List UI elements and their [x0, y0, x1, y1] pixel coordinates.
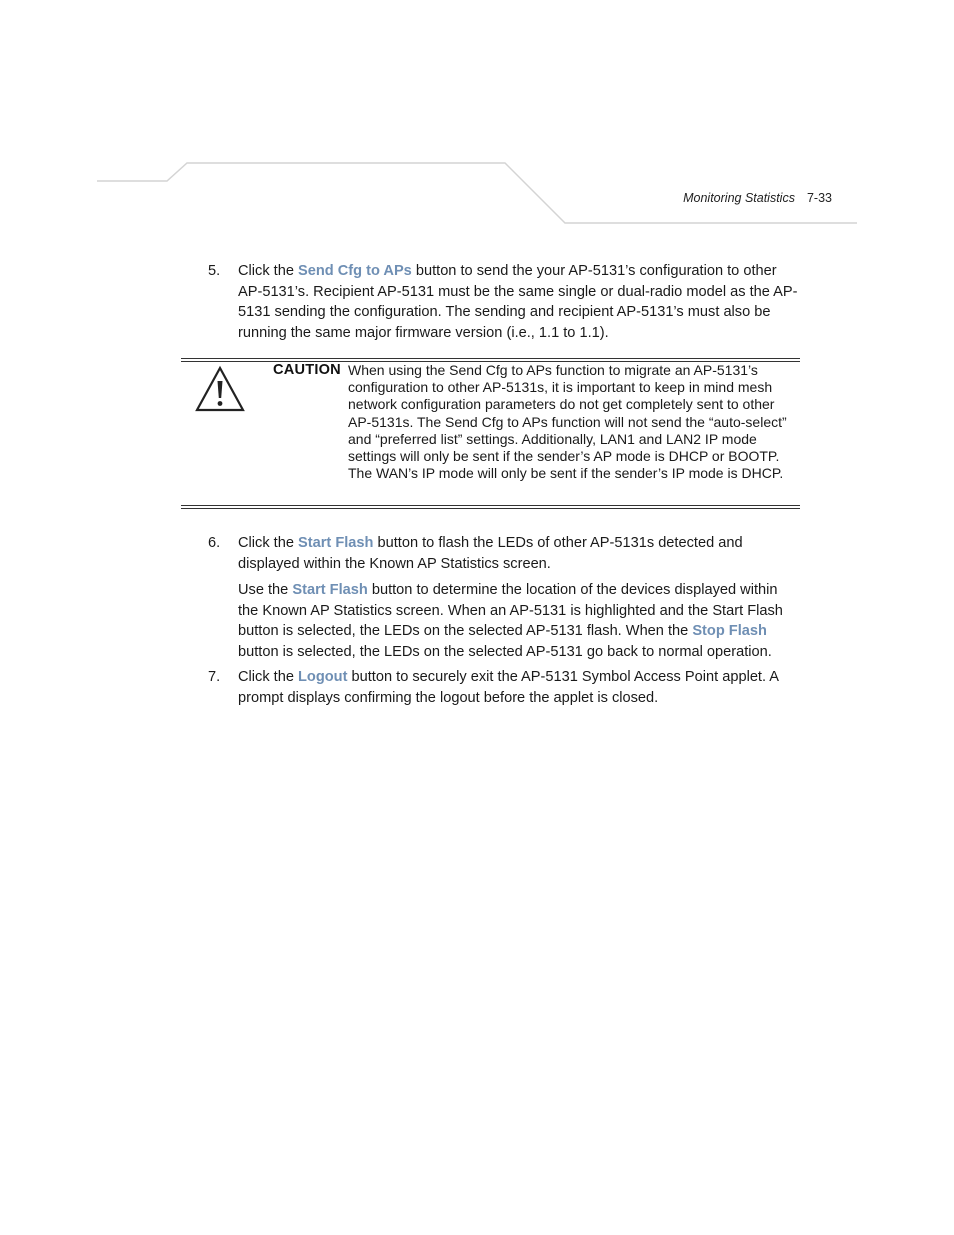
step-5 [208, 261, 800, 343]
step-paragraph [238, 667, 800, 708]
section-title: Monitoring Statistics [683, 191, 795, 205]
step-paragraph [238, 580, 800, 662]
paragraph-text: Click the [238, 535, 299, 551]
paragraph-text: button is selected, the LEDs on the selected AP-5131 go back to normal operation. [238, 643, 772, 660]
step-number: 5. [208, 263, 221, 279]
paragraph-text: Click the [238, 669, 299, 685]
paragraph-text: button to flash the LEDs of other AP-5131s detected and displayed within the Known AP Statistics screen. [238, 535, 743, 572]
stop-flash-keyword: Stop Flash [692, 623, 767, 639]
running-head [560, 191, 832, 205]
start-flash-keyword: Start Flash [298, 535, 374, 551]
step-number: 7. [208, 669, 221, 685]
warning-triangle-icon [194, 365, 246, 413]
paragraph-text: button to determine the location of the devices displayed within the Known AP Statistics screen. When an AP-5131 is highlighted and the Start Flash button is selected, the LEDs on the selected AP-5131 flash. When the [238, 582, 783, 639]
step-number: 6. [208, 535, 221, 551]
start-flash-keyword: Start Flash [292, 582, 368, 598]
paragraph-text: Click the [238, 263, 299, 279]
page-number: 7-33 [806, 191, 832, 205]
caution-bottom-rule [181, 508, 800, 509]
step-7 [208, 667, 800, 708]
send-cfg-keyword: Send Cfg to APs [298, 263, 412, 279]
caution-bottom-rule [181, 505, 800, 506]
caution-top-rule [181, 358, 800, 359]
paragraph-text: button to securely exit the AP-5131 Symbol Access Point applet. A prompt displays confirming the logout before the applet is closed. [238, 669, 779, 706]
caution-text: When using the Send Cfg to APs function to migrate an AP-5131’s configuration to other AP-5131s, it is important to keep in mind mesh network configuration parameters do not get completely sent to other AP-5131s. The Send Cfg to APs function will not send the “auto-select” and “preferred list” settings. Additionally, LAN1 and LAN2 IP mode settings will only be sent if the sender’s AP mode is DHCP or BOOTP. The WAN’s IP mode will only be sent if the sender’s IP mode is DHCP. [348, 362, 787, 482]
step-paragraph [238, 261, 800, 343]
step-paragraph [238, 533, 800, 574]
step-6 [208, 533, 800, 662]
paragraph-text: Use the [238, 582, 293, 598]
caution-label: CAUTION [273, 362, 341, 378]
paragraph-text: button to send the your AP-5131’s configuration to other AP-5131’s. Recipient AP-5131 must be the same single or dual-radio model as the AP-5131 sending the configuration. The sending and recipient AP-5131’s must also be running the same major firmware version (i.e., 1.1 to 1.1). [238, 263, 798, 341]
logout-keyword: Logout [298, 669, 348, 685]
caution-box [181, 358, 800, 510]
